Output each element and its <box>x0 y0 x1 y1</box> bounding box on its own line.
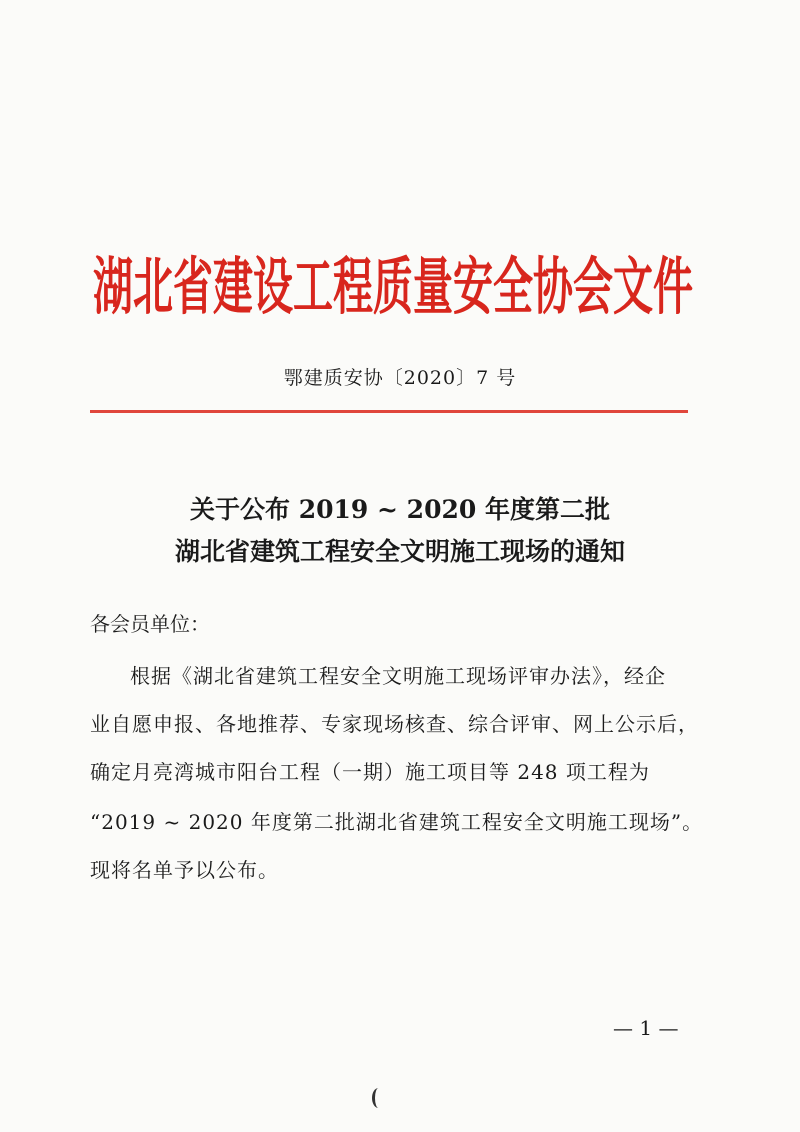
issuer-title: 湖北省建设工程质量安全协会文件 <box>93 251 693 324</box>
page-number: — 1 — <box>613 1016 679 1040</box>
body-line: 现将名单予以公布。 <box>90 858 279 882</box>
salutation: 各会员单位： <box>90 612 210 636</box>
notice-title-line-1: 关于公布 2019 ~ 2020 年度第二批 <box>190 495 610 524</box>
scan-mark <box>372 1088 385 1108</box>
red-divider <box>90 410 688 413</box>
document-number: 鄂建质安协〔2020〕7 号 <box>283 367 517 389</box>
body-line: “2019 ~ 2020 年度第二批湖北省建筑工程安全文明施工现场”。 <box>90 810 704 834</box>
notice-title-line-2: 湖北省建筑工程安全文明施工现场的通知 <box>174 537 625 566</box>
body-line: 根据《湖北省建筑工程安全文明施工现场评审办法》，经企 <box>130 664 666 688</box>
body-line: 确定月亮湾城市阳台工程（一期）施工项目等 248 项工程为 <box>90 760 650 784</box>
body-line: 业自愿申报、各地推荐、专家现场核查、综合评审、网上公示后， <box>90 712 699 736</box>
